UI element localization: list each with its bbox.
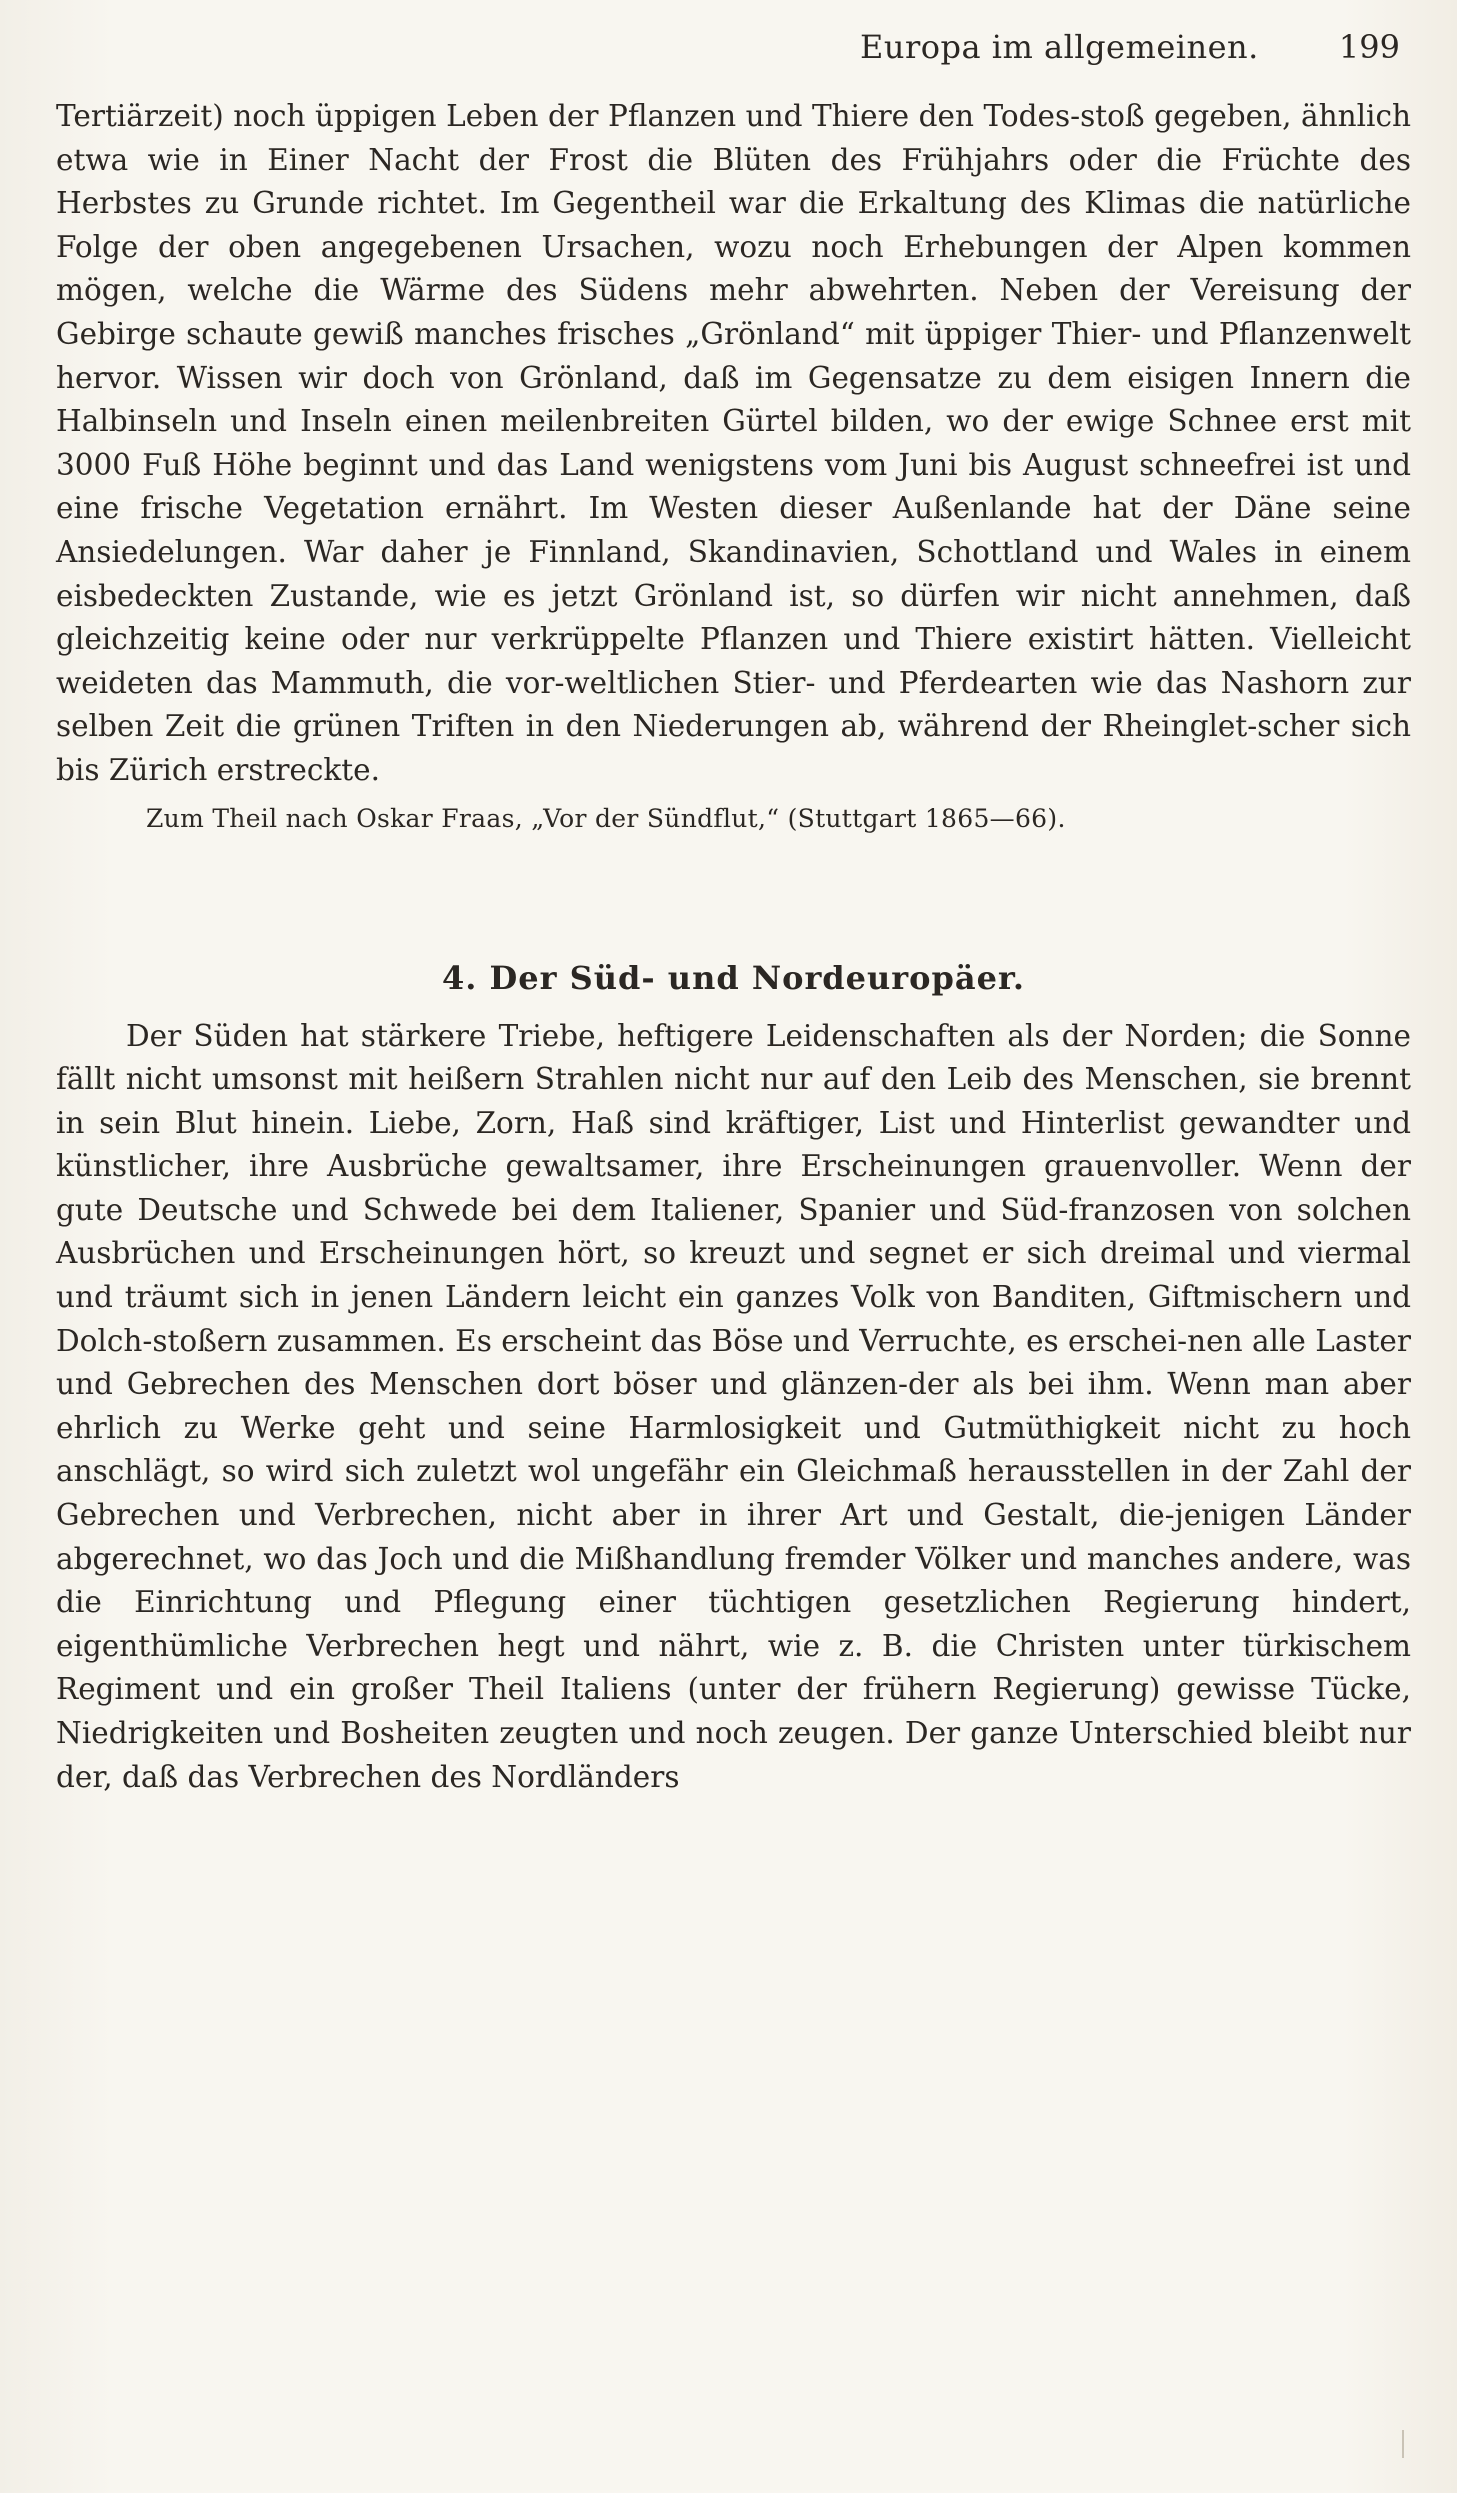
paragraph-continuation: Tertiärzeit) noch üppigen Leben der Pflanzen und Thiere den Todes-stoß gegeben, ähnlich etwa wie in Einer Nacht der Frost die Blüten des Frühjahrs oder die Früchte des Herbstes zu Grunde richtet. Im Gegentheil war die Erkaltung des Klimas die natürliche Folge der oben angegebenen Ursachen, wozu noch Erhebungen der Alpen kommen mögen, welche die Wärme des Südens mehr abwehrten. Neben der Vereisung der Gebirge schaute gewiß manches frisches „Grönland“ mit üppiger Thier- und Pflanzenwelt hervor. Wissen wir doch von Grönland, daß im Gegensatze zu dem eisigen Innern die Halbinseln und Inseln einen meilenbreiten Gürtel bilden, wo der ewige Schnee erst mit 3000 Fuß Höhe beginnt und das Land wenigstens vom Juni bis August schneefrei ist und eine frische Vegetation ernährt. Im Westen dieser Außenlande hat der Däne seine Ansiedelungen. War daher je Finnland, Skandinavien, Schottland und Wales in einem eisbedeckten Zustande, wie es jetzt Grönland ist, so dürfen wir nicht annehmen, daß gleichzeitig keine oder nur verkrüppelte Pflanzen und Thiere existirt hätten. Vielleicht weideten das Mammuth, die vor-weltlichen Stier- und Pferdearten wie das Nashorn zur selben Zeit die grünen Triften in den Niederungen ab, während der Rheinglet-scher sich bis Zürich erstreckte.	[56, 99, 1411, 787]
running-head	[860, 28, 1400, 78]
body-text	[56, 95, 1411, 1799]
margin-mark	[1402, 2430, 1404, 2458]
paragraph-section-4: Der Süden hat stärkere Triebe, heftigere Leidenschaften als der Norden; die Sonne fällt nicht umsonst mit heißern Strahlen nicht nur auf den Leib des Menschen, sie brennt in sein Blut hinein. Liebe, Zorn, Haß sind kräftiger, List und Hinterlist gewandter und künstlicher, ihre Ausbrüche gewaltsamer, ihre Erscheinungen grauenvoller. Wenn der gute Deutsche und Schwede bei dem Italiener, Spanier und Süd-franzosen von solchen Ausbrüchen und Erscheinungen hört, so kreuzt und segnet er sich dreimal und viermal und träumt sich in jenen Ländern leicht ein ganzes Volk von Banditen, Giftmischern und Dolch-stoßern zusammen. Es erscheint das Böse und Verruchte, es erschei-nen alle Laster und Gebrechen des Menschen dort böser und glänzen-der als bei ihm. Wenn man aber ehrlich zu Werke geht und seine Harmlosigkeit und Gutmüthigkeit nicht zu hoch anschlägt, so wird sich zuletzt wol ungefähr ein Gleichmaß herausstellen in der Zahl der Gebrechen und Verbrechen, nicht aber in ihrer Art und Gestalt, die-jenigen Länder abgerechnet, wo das Joch und die Mißhandlung fremder Völker und manches andere, was die Einrichtung und Pflegung einer tüchtigen gesetzlichen Regierung hindert, eigenthümliche Verbrechen hegt und nährt, wie z. B. die Christen unter türkischem Regiment und ein großer Theil Italiens (unter der frühern Regierung) gewisse Tücke, Niedrigkeiten und Bosheiten zeugten und noch zeugen. Der ganze Unterschied bleibt nur der, daß das Verbrechen des Nordländers	[56, 1018, 1411, 1794]
page-number: 199	[1338, 28, 1400, 66]
running-title: Europa im allgemeinen.	[860, 28, 1259, 66]
section-heading: 4. Der Süd- und Nordeuropäer.	[441, 958, 1026, 997]
source-citation: Zum Theil nach Oskar Fraas, „Vor der Sündflut,“ (Stuttgart 1865—66).	[146, 803, 1066, 833]
